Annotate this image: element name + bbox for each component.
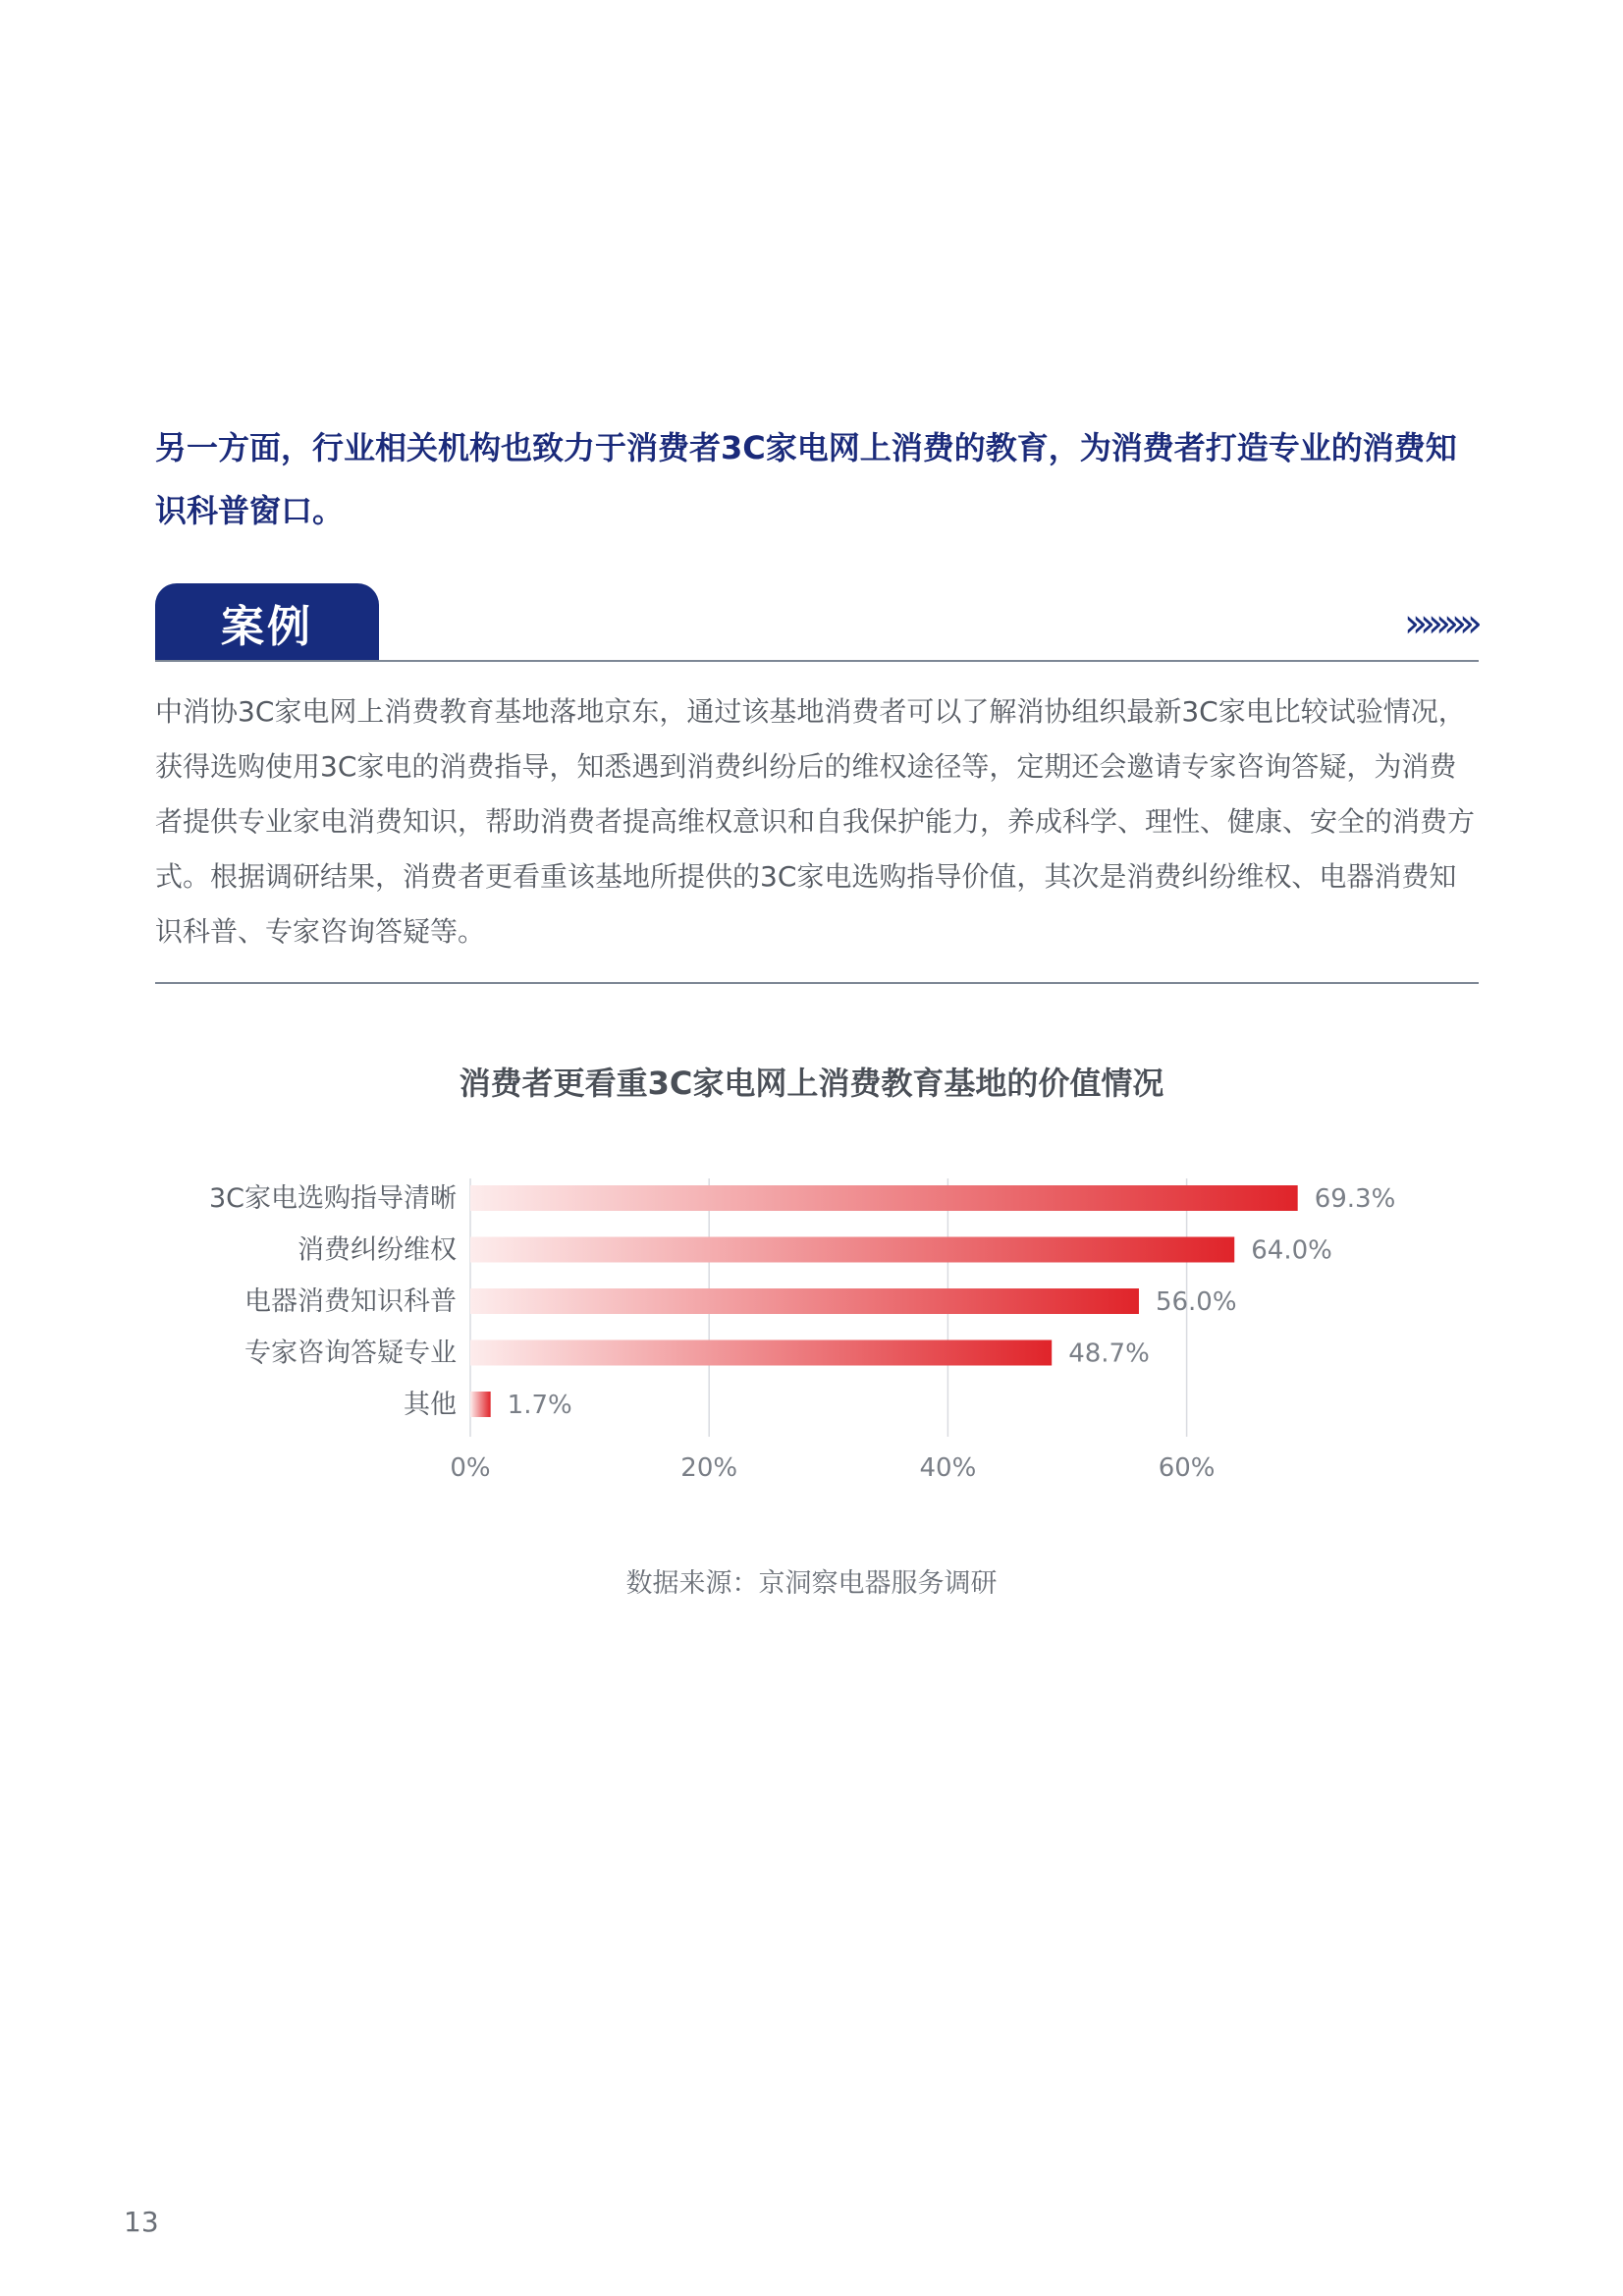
bar	[470, 1288, 1139, 1314]
category-label: 消费纠纷维权	[298, 1234, 457, 1266]
value-label: 1.7%	[507, 1391, 572, 1420]
case-header-divider	[155, 660, 1479, 662]
value-label: 64.0%	[1251, 1235, 1332, 1266]
category-label: 3C家电选购指导清晰	[208, 1183, 457, 1214]
case-body-paragraph: 中消协3C家电网上消费教育基地落地京东，通过该基地消费者可以了解消协组织最新3C家电比较试验情况，获得选购使用3C家电的消费指导，知悉遇到消费纠纷后的维权途径等，定期还会邀请专家咨询答疑，为消费者提供专业家电消费知识，帮助消费者提高维权意识和自我保护能力，养成科学、理性、健康、安全的消费方式。根据调研结果，消费者更看重该基地所提供的3C家电选购指导价值，其次是消费纠纷维权、电器消费知识科普、专家咨询答疑等。	[155, 695, 1476, 948]
chevron-arrows-icon: ›››››››››	[1404, 601, 1475, 646]
category-label: 电器消费知识科普	[244, 1286, 457, 1317]
x-tick-label: 60%	[1158, 1453, 1216, 1483]
case-header	[155, 583, 1479, 662]
value-label: 48.7%	[1068, 1339, 1150, 1369]
page-number: 13	[124, 2206, 159, 2238]
category-label: 专家咨询答疑专业	[244, 1338, 457, 1369]
bar	[470, 1185, 1298, 1211]
case-body-divider	[155, 982, 1479, 984]
x-tick-label: 0%	[450, 1453, 491, 1483]
chart-title: 消费者更看重3C家电网上消费教育基地的价值情况	[459, 1065, 1164, 1102]
bar-chart	[0, 1149, 1623, 1512]
bar	[470, 1392, 491, 1417]
x-tick-label: 20%	[680, 1453, 738, 1483]
value-label: 56.0%	[1155, 1287, 1237, 1317]
bar	[470, 1340, 1052, 1366]
x-tick-label: 40%	[919, 1453, 977, 1483]
intro-paragraph: 另一方面，行业相关机构也致力于消费者3C家电网上消费的教育，为消费者打造专业的消费知识科普窗口。	[155, 429, 1457, 529]
bar	[470, 1237, 1234, 1263]
value-label: 69.3%	[1314, 1184, 1396, 1214]
data-source: 数据来源：京洞察电器服务调研	[625, 1568, 998, 1599]
case-label: 案例	[155, 583, 379, 662]
category-label: 其他	[404, 1390, 457, 1420]
